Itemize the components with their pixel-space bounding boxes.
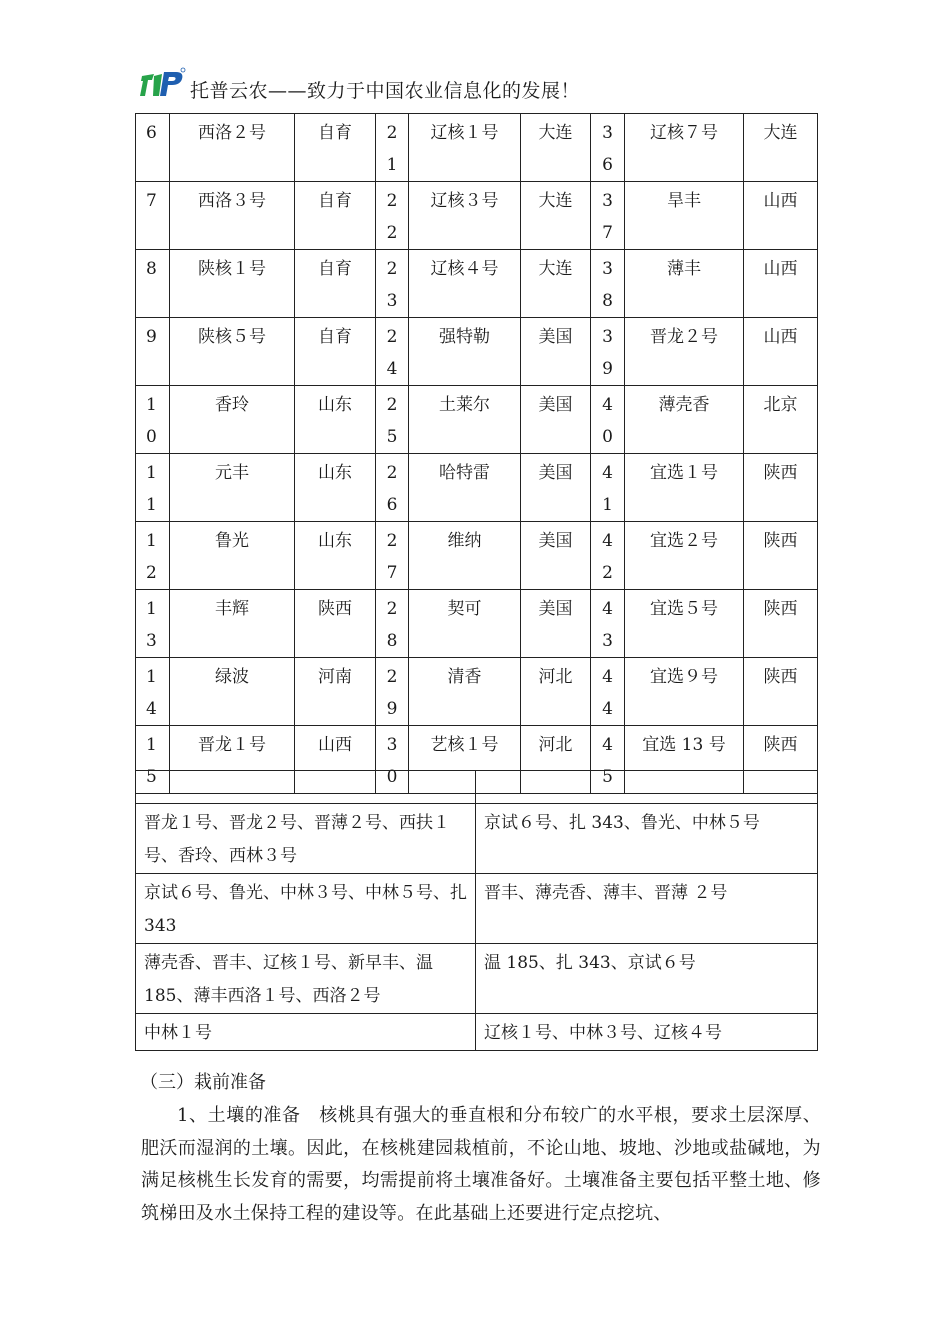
main-variety-cell: 晋龙１号、晋龙２号、晋薄２号、西扶１号、香玲、西林３号 bbox=[136, 804, 476, 874]
row-number-cell: 8 bbox=[136, 250, 170, 318]
row-number-cell: 7 bbox=[136, 182, 170, 250]
origin-cell: 大连 bbox=[744, 114, 818, 182]
origin-cell: 陕西 bbox=[295, 590, 376, 658]
origin-cell: 自育 bbox=[295, 114, 376, 182]
row-number-cell: 42 bbox=[591, 522, 625, 590]
variety-name-cell: 契可 bbox=[409, 590, 521, 658]
row-number-cell: 28 bbox=[376, 590, 409, 658]
variety-name-cell: 元丰 bbox=[170, 454, 295, 522]
table-row bbox=[136, 590, 818, 658]
origin-cell: 美国 bbox=[521, 590, 591, 658]
variety-name-cell: 强特勒 bbox=[409, 318, 521, 386]
origin-cell: 自育 bbox=[295, 318, 376, 386]
main-variety-cell: 京试６号、鲁光、中林３号、中林５号、扎 343 bbox=[136, 874, 476, 944]
pollinator-variety-cell bbox=[476, 771, 818, 804]
row-number-cell: 43 bbox=[591, 590, 625, 658]
row-number-cell: 41 bbox=[591, 454, 625, 522]
variety-name-cell: 艺核１号 bbox=[409, 726, 521, 794]
table-row bbox=[136, 182, 818, 250]
variety-name-cell: 辽核１号 bbox=[409, 114, 521, 182]
pollinator-variety-cell: 辽核１号、中林３号、辽核４号 bbox=[476, 1014, 818, 1051]
variety-name-cell: 宜选１号 bbox=[625, 454, 744, 522]
variety-name-cell: 西洛３号 bbox=[170, 182, 295, 250]
row-number-cell: 22 bbox=[376, 182, 409, 250]
table-row bbox=[136, 944, 818, 1014]
row-number-cell: 37 bbox=[591, 182, 625, 250]
origin-cell: 大连 bbox=[521, 250, 591, 318]
origin-cell: 山西 bbox=[744, 182, 818, 250]
origin-cell: 美国 bbox=[521, 386, 591, 454]
row-number-cell: 23 bbox=[376, 250, 409, 318]
row-number-cell: 38 bbox=[591, 250, 625, 318]
origin-cell: 美国 bbox=[521, 318, 591, 386]
soil-preparation-paragraph: 1、土壤的准备 核桃具有强大的垂直根和分布较广的水平根，要求土层深厚、肥沃而湿润的土壤。因此，在核桃建园栽植前，不论山地、坡地、沙地或盐碱地，为满足核桃生长发育的需要，均需提前将土壤准备好。土壤准备主要包括平整土地、修筑梯田及水土保持工程的建设等。在此基础上还要进行定点挖坑、 bbox=[141, 1105, 821, 1224]
origin-cell: 山西 bbox=[744, 318, 818, 386]
variety-name-cell: 鲁光 bbox=[170, 522, 295, 590]
table-row bbox=[136, 1014, 818, 1051]
origin-cell: 陕西 bbox=[744, 726, 818, 794]
variety-name-cell: 薄丰 bbox=[625, 250, 744, 318]
row-number-cell: 45 bbox=[591, 726, 625, 794]
variety-name-cell: 西洛２号 bbox=[170, 114, 295, 182]
table-row bbox=[136, 522, 818, 590]
origin-cell: 北京 bbox=[744, 386, 818, 454]
variety-name-cell: 宜选５号 bbox=[625, 590, 744, 658]
row-number-cell: 30 bbox=[376, 726, 409, 794]
pollinator-variety-cell: 温 185、扎 343、京试６号 bbox=[476, 944, 818, 1014]
table-row bbox=[136, 658, 818, 726]
row-number-cell: 10 bbox=[136, 386, 170, 454]
origin-cell: 陕西 bbox=[744, 658, 818, 726]
variety-name-cell: 薄壳香 bbox=[625, 386, 744, 454]
row-number-cell: 13 bbox=[136, 590, 170, 658]
main-variety-cell bbox=[136, 771, 476, 804]
variety-name-cell: 辽核３号 bbox=[409, 182, 521, 250]
origin-cell: 大连 bbox=[521, 114, 591, 182]
variety-name-cell: 清香 bbox=[409, 658, 521, 726]
table-row bbox=[136, 318, 818, 386]
variety-name-cell: 旱丰 bbox=[625, 182, 744, 250]
main-variety-cell: 中林１号 bbox=[136, 1014, 476, 1051]
origin-cell: 河北 bbox=[521, 726, 591, 794]
table-row bbox=[136, 250, 818, 318]
origin-cell: 山西 bbox=[744, 250, 818, 318]
origin-cell: 美国 bbox=[521, 454, 591, 522]
row-number-cell: 29 bbox=[376, 658, 409, 726]
variety-name-cell: 辽核７号 bbox=[625, 114, 744, 182]
variety-name-cell: 晋龙２号 bbox=[625, 318, 744, 386]
row-number-cell: 44 bbox=[591, 658, 625, 726]
origin-cell: 山东 bbox=[295, 386, 376, 454]
table-row bbox=[136, 804, 818, 874]
row-number-cell: 6 bbox=[136, 114, 170, 182]
variety-name-cell: 土莱尔 bbox=[409, 386, 521, 454]
origin-cell: 大连 bbox=[521, 182, 591, 250]
origin-cell: 河北 bbox=[521, 658, 591, 726]
origin-cell: 陕西 bbox=[744, 522, 818, 590]
origin-cell: 美国 bbox=[521, 522, 591, 590]
row-number-cell: 36 bbox=[591, 114, 625, 182]
row-number-cell: 9 bbox=[136, 318, 170, 386]
pollinator-variety-cell: 晋丰、薄壳香、薄丰、晋薄 ２号 bbox=[476, 874, 818, 944]
variety-name-cell: 陕核１号 bbox=[170, 250, 295, 318]
table-row bbox=[136, 386, 818, 454]
variety-name-cell: 晋龙１号 bbox=[170, 726, 295, 794]
variety-name-cell: 香玲 bbox=[170, 386, 295, 454]
variety-name-cell: 辽核４号 bbox=[409, 250, 521, 318]
header-title: 托普云农——致力于中国农业信息化的发展！ bbox=[190, 80, 581, 102]
table-row bbox=[136, 454, 818, 522]
row-number-cell: 15 bbox=[136, 726, 170, 794]
variety-name-cell: 宜选 13 号 bbox=[625, 726, 744, 794]
origin-cell: 自育 bbox=[295, 250, 376, 318]
section-heading: （三）栽前准备 bbox=[140, 1072, 266, 1093]
table-row bbox=[136, 771, 818, 804]
pollinator-variety-cell: 京试６号、扎 343、鲁光、中林５号 bbox=[476, 804, 818, 874]
row-number-cell: 40 bbox=[591, 386, 625, 454]
variety-name-cell: 哈特雷 bbox=[409, 454, 521, 522]
variety-name-cell: 宜选２号 bbox=[625, 522, 744, 590]
row-number-cell: 11 bbox=[136, 454, 170, 522]
origin-cell: 河南 bbox=[295, 658, 376, 726]
tuopu-logo-icon bbox=[140, 66, 186, 100]
main-variety-cell: 薄壳香、晋丰、辽核１号、新早丰、温 185、薄丰西洛１号、西洛２号 bbox=[136, 944, 476, 1014]
variety-name-cell: 陕核５号 bbox=[170, 318, 295, 386]
row-number-cell: 27 bbox=[376, 522, 409, 590]
variety-name-cell: 维纳 bbox=[409, 522, 521, 590]
variety-name-cell: 绿波 bbox=[170, 658, 295, 726]
row-number-cell: 24 bbox=[376, 318, 409, 386]
origin-cell: 山西 bbox=[295, 726, 376, 794]
row-number-cell: 12 bbox=[136, 522, 170, 590]
table-row bbox=[136, 874, 818, 944]
variety-name-cell: 丰辉 bbox=[170, 590, 295, 658]
origin-cell: 山东 bbox=[295, 522, 376, 590]
origin-cell: 山东 bbox=[295, 454, 376, 522]
row-number-cell: 39 bbox=[591, 318, 625, 386]
table-row bbox=[136, 114, 818, 182]
pollination-pairing-table bbox=[135, 770, 818, 1051]
row-number-cell: 14 bbox=[136, 658, 170, 726]
origin-cell: 陕西 bbox=[744, 454, 818, 522]
walnut-varieties-table bbox=[135, 113, 818, 794]
row-number-cell: 26 bbox=[376, 454, 409, 522]
row-number-cell: 25 bbox=[376, 386, 409, 454]
row-number-cell: 21 bbox=[376, 114, 409, 182]
origin-cell: 自育 bbox=[295, 182, 376, 250]
variety-name-cell: 宜选９号 bbox=[625, 658, 744, 726]
origin-cell: 陕西 bbox=[744, 590, 818, 658]
